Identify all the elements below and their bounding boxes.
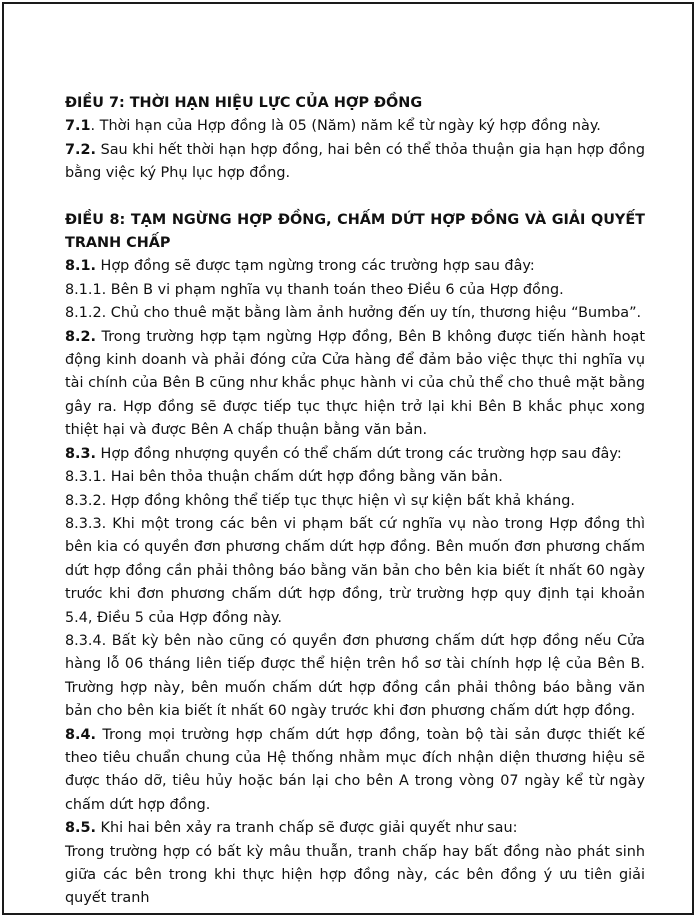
clause-8-5-body: Trong trường hợp có bất kỳ mâu thuẫn, tranh chấp hay bất đồng nào phát sinh giữa các bên trong khi thực hiện hợp đồng này, các bên đồng ý ưu tiên giải quyết tranh: [65, 843, 645, 907]
clause-8-1-2: 8.1.2. Chủ cho thuê mặt bằng làm ảnh hưởng đến uy tín, thương hiệu “Bumba”.: [65, 305, 642, 322]
clause-number: 8.1.: [65, 258, 96, 275]
clause-number: 8.3.: [65, 445, 96, 462]
clause-8-3: [65, 443, 645, 466]
clause-number: 8.2.: [65, 328, 96, 345]
clause-text: Trong trường hợp tạm ngừng Hợp đồng, Bên B không được tiến hành hoạt động kinh doanh và phải đóng cửa Cửa hàng để đảm bảo việc thực thi nghĩa vụ tài chính của Bên B cũng như khắc phục hành vi của chủ thể cho thuê mặt bằng gây ra. Hợp đồng sẽ được tiếp tục thực hiện trở lại khi Bên B khắc phục xong thiệt hại và được Bên A chấp thuận bằng văn bản.: [65, 328, 645, 439]
clause-text: Khi hai bên xảy ra tranh chấp sẽ được giải quyết như sau:: [95, 820, 518, 837]
clause-number: 7.2.: [65, 141, 96, 158]
clause-8-5: [65, 817, 645, 840]
clause-8-1: [65, 255, 645, 278]
clause-8-3-4: 8.3.4. Bất kỳ bên nào cũng có quyền đơn phương chấm dứt hợp đồng nếu Cửa hàng lỗ 06 tháng liên tiếp được thể hiện trên hồ sơ tài chính hợp lệ của Bên B. Trường hợp này, bên muốn chấm dứt hợp đồng cần phải thông báo bằng văn bản cho bên kia biết ít nhất 60 ngày trước khi đơn phương chấm dứt hợp đồng.: [65, 632, 645, 720]
clause-text: . Thời hạn của Hợp đồng là 05 (Năm) năm kể từ ngày ký hợp đồng này.: [90, 118, 601, 135]
clause-8-3-2: 8.3.2. Hợp đồng không thể tiếp tục thực hiện vì sự kiện bất khả kháng.: [65, 492, 575, 509]
article-7-heading: ĐIỀU 7: THỜI HẠN HIỆU LỰC CỦA HỢP ĐỒNG: [65, 95, 423, 111]
clause-text: Hợp đồng sẽ được tạm ngừng trong các trường hợp sau đây:: [95, 258, 535, 275]
clause-number: 8.4.: [65, 726, 96, 743]
clause-text: Hợp đồng nhượng quyền có thể chấm dứt trong các trường hợp sau đây:: [95, 445, 622, 462]
clause-7-2: [65, 139, 645, 186]
clause-number: 8.5.: [65, 820, 96, 837]
clause-8-1-1: 8.1.1. Bên B vi phạm nghĩa vụ thanh toán theo Điều 6 của Hợp đồng.: [65, 281, 564, 298]
article-8-heading-line-2: TRANH CHẤP: [65, 235, 171, 252]
page-frame: [2, 2, 694, 915]
clause-7-1: [65, 115, 645, 138]
article-8-heading: [65, 209, 645, 256]
clause-8-3-1: 8.3.1. Hai bên thỏa thuận chấm dứt hợp đồng bằng văn bản.: [65, 469, 503, 486]
clause-8-2: [65, 326, 645, 443]
article-8-heading-line-1: ĐIỀU 8: TẠM NGỪNG HỢP ĐỒNG, CHẤM DỨT HỢP ĐỒNG VÀ GIẢI QUYẾT: [65, 211, 645, 228]
document-body: [65, 92, 645, 911]
clause-text: Sau khi hết thời hạn hợp đồng, hai bên có thể thỏa thuận gia hạn hợp đồng bằng việc ký Phụ lục hợp đồng.: [65, 141, 645, 182]
clause-text: Trong mọi trường hợp chấm dứt hợp đồng, toàn bộ tài sản được thiết kế theo tiêu chuẩn chung của Hệ thống nhằm mục đích nhận diện thương hiệu sẽ được tháo dỡ, tiêu hủy hoặc bán lại cho bên A trong vòng 07 ngày kể từ ngày chấm dứt hợp đồng.: [65, 726, 645, 813]
clause-8-3-3: 8.3.3. Khi một trong các bên vi phạm bất cứ nghĩa vụ nào trong Hợp đồng thì bên kia có quyền đơn phương chấm dứt hợp đồng. Bên muốn đơn phương chấm dứt hợp đồng cần phải thông báo bằng văn bản cho bên kia biết ít nhất 60 ngày trước khi đơn phương chấm dứt hợp đồng, trừ trường hợp quy định tại khoản 5.4, Điều 5 của Hợp đồng này.: [65, 515, 645, 626]
clause-8-4: [65, 724, 645, 818]
clause-number: 7.1: [65, 118, 91, 135]
